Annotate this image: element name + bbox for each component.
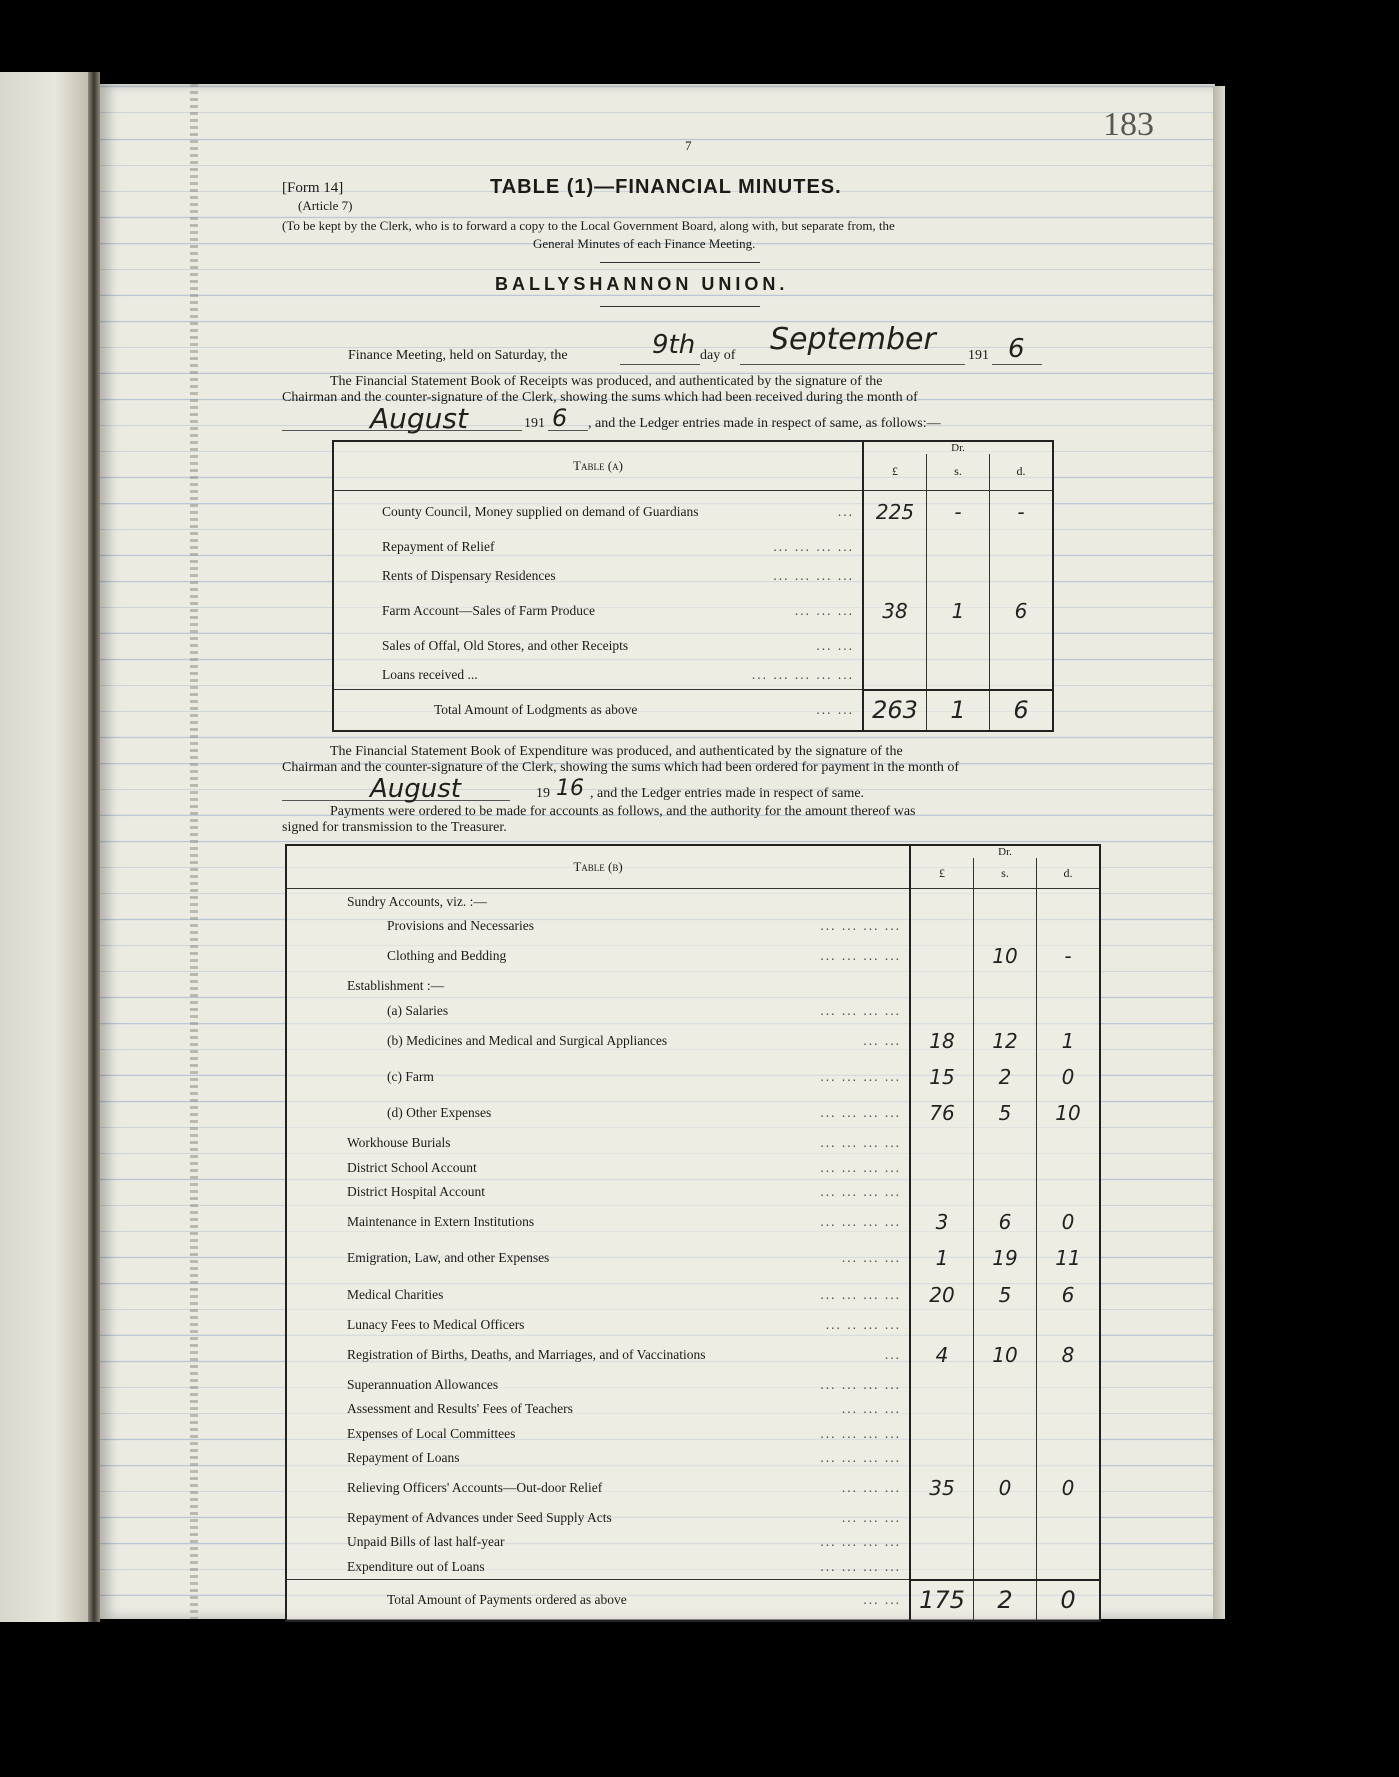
table-header bbox=[333, 441, 1053, 454]
pound-value: 225 bbox=[863, 490, 927, 533]
leader-dots: ... ... ... ... bbox=[820, 1534, 901, 1550]
shilling-header: s. bbox=[974, 858, 1037, 889]
meeting-day-of: day of bbox=[700, 348, 736, 363]
leader-dots: ... .. ... ... bbox=[825, 1316, 901, 1332]
shilling-value bbox=[974, 1313, 1037, 1337]
leader-dots: ... ... bbox=[816, 638, 854, 654]
leader-dots: ... ... ... ... bbox=[820, 1069, 901, 1085]
pence-value bbox=[1037, 1131, 1101, 1155]
leader-dots: ... ... ... ... bbox=[820, 1425, 901, 1441]
table-row bbox=[286, 1095, 1100, 1131]
row-label-cell bbox=[286, 1204, 910, 1240]
row-label: Expenditure out of Loans bbox=[347, 1558, 485, 1574]
row-label-cell bbox=[333, 533, 863, 561]
total-row bbox=[286, 1580, 1100, 1622]
row-label: Expenses of Local Committees bbox=[347, 1425, 516, 1441]
shilling-value: 10 bbox=[974, 938, 1037, 974]
row-label-cell bbox=[286, 1156, 910, 1180]
pound-value bbox=[910, 1421, 974, 1445]
leader-dots: ... ... ... ... bbox=[820, 1105, 901, 1121]
table-row bbox=[286, 1506, 1100, 1530]
table-row bbox=[333, 632, 1053, 660]
leader-dots: ... ... ... ... bbox=[820, 1449, 901, 1465]
meeting-day: 9th bbox=[652, 330, 696, 360]
row-label-cell bbox=[286, 1373, 910, 1397]
book-gutter bbox=[88, 72, 100, 1622]
leader-dots: ... ... ... ... bbox=[820, 917, 901, 933]
fill-line bbox=[740, 364, 965, 365]
table-row bbox=[286, 1276, 1100, 1312]
row-label-cell bbox=[333, 632, 863, 660]
pence-value: 6 bbox=[1037, 1276, 1101, 1312]
table-row bbox=[286, 1397, 1100, 1421]
expenditure-line-1: The Financial Statement Book of Expenditure was produced, and authenticated by the signature of the bbox=[330, 744, 903, 759]
row-label-cell bbox=[286, 1530, 910, 1554]
page-number: 7 bbox=[685, 138, 692, 153]
row-label-cell bbox=[286, 938, 910, 974]
pence-value bbox=[990, 632, 1054, 660]
leader-dots: ... ... bbox=[863, 1592, 901, 1607]
receipts-line-2: Chairman and the counter-signature of the Clerk, showing the sums which had been received during the month of bbox=[282, 390, 918, 405]
pound-value bbox=[910, 914, 974, 938]
pound-value bbox=[910, 1530, 974, 1554]
pound-value: 15 bbox=[910, 1059, 974, 1095]
table-row bbox=[286, 1554, 1100, 1579]
table-row bbox=[286, 1131, 1100, 1155]
table-row bbox=[286, 889, 1100, 914]
table-row bbox=[286, 1156, 1100, 1180]
total-label-cell bbox=[333, 690, 863, 732]
shilling-value bbox=[974, 1506, 1037, 1530]
leader-dots: ... ... bbox=[816, 702, 854, 717]
pence-header: d. bbox=[1037, 858, 1101, 889]
row-label-cell bbox=[333, 590, 863, 632]
shilling-value: 0 bbox=[974, 1470, 1037, 1506]
pound-value bbox=[910, 1156, 974, 1180]
shilling-value bbox=[974, 1530, 1037, 1554]
table-caption: Table (a) bbox=[333, 441, 863, 490]
row-label-cell bbox=[286, 1276, 910, 1312]
row-label: Repayment of Loans bbox=[347, 1449, 460, 1465]
table-row bbox=[333, 590, 1053, 632]
row-label-cell bbox=[286, 1095, 910, 1131]
shilling-value bbox=[974, 1156, 1037, 1180]
table-row bbox=[286, 1059, 1100, 1095]
total-pence: 0 bbox=[1037, 1580, 1101, 1622]
shilling-value bbox=[974, 1446, 1037, 1470]
total-pence: 6 bbox=[990, 690, 1054, 732]
shilling-value bbox=[974, 889, 1037, 914]
pound-value: 35 bbox=[910, 1470, 974, 1506]
form-reference: [Form 14] bbox=[282, 180, 344, 196]
dr-header: Dr. bbox=[863, 441, 1053, 454]
pound-value bbox=[910, 1554, 974, 1579]
shilling-value bbox=[927, 660, 990, 689]
leader-dots: ... ... ... ... bbox=[820, 1214, 901, 1230]
pence-value bbox=[1037, 974, 1101, 998]
row-label-cell bbox=[333, 660, 863, 689]
row-label: District School Account bbox=[347, 1159, 477, 1175]
pound-value bbox=[863, 533, 927, 561]
table-row bbox=[286, 914, 1100, 938]
pence-value: 6 bbox=[990, 590, 1054, 632]
receipts-line-1: The Financial Statement Book of Receipts was produced, and authenticated by the signature of the bbox=[330, 374, 883, 389]
pence-value: 1 bbox=[1037, 1023, 1101, 1059]
pence-value: 8 bbox=[1037, 1337, 1101, 1373]
expenditure-line-3: , and the Ledger entries made in respect of same. bbox=[590, 786, 865, 801]
pence-value bbox=[1037, 914, 1101, 938]
table-row bbox=[286, 1240, 1100, 1276]
leader-dots: ... ... ... bbox=[841, 1401, 901, 1417]
shilling-value bbox=[974, 914, 1037, 938]
table-row bbox=[286, 974, 1100, 998]
table-row bbox=[286, 1446, 1100, 1470]
perforation-edge bbox=[190, 84, 198, 1619]
table-b bbox=[285, 844, 1101, 1622]
shilling-value: - bbox=[927, 490, 990, 533]
row-label-cell bbox=[286, 1421, 910, 1445]
pound-header: £ bbox=[863, 454, 927, 490]
leader-dots: ... ... bbox=[863, 1032, 901, 1048]
row-label-cell bbox=[333, 562, 863, 590]
shilling-value bbox=[927, 533, 990, 561]
pound-value bbox=[910, 1446, 974, 1470]
row-label: (a) Salaries bbox=[387, 1002, 449, 1018]
leader-dots: ... ... ... ... bbox=[820, 948, 901, 964]
row-label: Superannuation Allowances bbox=[347, 1377, 499, 1393]
leader-dots: ... ... ... ... bbox=[773, 567, 854, 583]
shilling-value: 1 bbox=[927, 590, 990, 632]
pence-header: d. bbox=[990, 454, 1054, 490]
shilling-value bbox=[974, 1397, 1037, 1421]
table-a bbox=[332, 440, 1054, 732]
shilling-value: 19 bbox=[974, 1240, 1037, 1276]
pound-value bbox=[910, 1131, 974, 1155]
table-row bbox=[286, 1180, 1100, 1204]
fill-line bbox=[620, 364, 700, 365]
pence-value bbox=[1037, 1373, 1101, 1397]
row-label-cell bbox=[333, 490, 863, 533]
table-caption: Table (b) bbox=[286, 845, 910, 889]
pence-value: 10 bbox=[1037, 1095, 1101, 1131]
row-label-cell bbox=[286, 1470, 910, 1506]
union-name: BALLYSHANNON UNION. bbox=[495, 274, 789, 294]
total-shilling: 2 bbox=[974, 1580, 1037, 1622]
leader-dots: ... ... ... bbox=[841, 1510, 901, 1526]
table-row bbox=[286, 1023, 1100, 1059]
page-edge bbox=[1213, 86, 1225, 1619]
instruction-line-1: (To be kept by the Clerk, who is to forward a copy to the Local Government Board, along with, but separate from, the bbox=[282, 218, 895, 233]
row-label: Repayment of Advances under Seed Supply Acts bbox=[347, 1510, 612, 1526]
pound-value bbox=[910, 1506, 974, 1530]
total-pound: 263 bbox=[863, 690, 927, 732]
pence-value: - bbox=[990, 490, 1054, 533]
receipts-year-digit: 6 bbox=[552, 404, 568, 432]
row-label-cell bbox=[286, 1397, 910, 1421]
expenditure-line-2: Chairman and the counter-signature of the Clerk, showing the sums which had been ordered for payment in the month of bbox=[282, 760, 959, 775]
meeting-prefix: Finance Meeting, held on Saturday, the bbox=[348, 348, 568, 363]
row-label-cell bbox=[286, 1446, 910, 1470]
dr-header: Dr. bbox=[910, 845, 1100, 858]
pound-value: 20 bbox=[910, 1276, 974, 1312]
row-label: Clothing and Bedding bbox=[387, 948, 507, 964]
pound-value bbox=[863, 562, 927, 590]
pence-value bbox=[990, 533, 1054, 561]
table-row bbox=[286, 998, 1100, 1022]
pence-value bbox=[1037, 1156, 1101, 1180]
row-label: Unpaid Bills of last half-year bbox=[347, 1534, 505, 1550]
table-row bbox=[286, 1313, 1100, 1337]
shilling-value: 6 bbox=[974, 1204, 1037, 1240]
pence-value: - bbox=[1037, 938, 1101, 974]
row-label-cell bbox=[286, 974, 910, 998]
row-label: (d) Other Expenses bbox=[387, 1105, 492, 1121]
total-label-cell bbox=[286, 1580, 910, 1622]
page-title: TABLE (1)—FINANCIAL MINUTES. bbox=[490, 176, 842, 198]
leader-dots: ... ... ... ... ... bbox=[751, 666, 854, 682]
table-header bbox=[286, 845, 1100, 858]
table-row bbox=[286, 938, 1100, 974]
pound-value: 3 bbox=[910, 1204, 974, 1240]
divider bbox=[600, 306, 760, 307]
row-label-cell bbox=[286, 1023, 910, 1059]
receipts-month: August bbox=[370, 402, 468, 435]
shilling-value bbox=[927, 562, 990, 590]
pound-value bbox=[863, 660, 927, 689]
expenditure-line-4: Payments were ordered to be made for accounts as follows, and the authority for the amount thereof was bbox=[330, 804, 916, 819]
shilling-value: 2 bbox=[974, 1059, 1037, 1095]
pound-value bbox=[910, 974, 974, 998]
shilling-value: 5 bbox=[974, 1095, 1037, 1131]
pence-value bbox=[1037, 1446, 1101, 1470]
table-row bbox=[286, 1421, 1100, 1445]
row-label: (c) Farm bbox=[387, 1069, 434, 1085]
shilling-value: 12 bbox=[974, 1023, 1037, 1059]
row-label: Provisions and Necessaries bbox=[387, 917, 534, 933]
total-row bbox=[333, 690, 1053, 732]
shilling-value bbox=[974, 1131, 1037, 1155]
row-label: District Hospital Account bbox=[347, 1183, 485, 1199]
pence-value: 11 bbox=[1037, 1240, 1101, 1276]
row-label-cell bbox=[286, 1313, 910, 1337]
pound-value: 18 bbox=[910, 1023, 974, 1059]
row-label-cell bbox=[286, 1059, 910, 1095]
pence-value bbox=[1037, 889, 1101, 914]
row-label: Relieving Officers' Accounts—Out-door Relief bbox=[347, 1479, 603, 1495]
total-shilling: 1 bbox=[927, 690, 990, 732]
pound-value: 38 bbox=[863, 590, 927, 632]
folio-number: 183 bbox=[1103, 106, 1154, 143]
table-row bbox=[333, 562, 1053, 590]
row-label: Sales of Offal, Old Stores, and other Receipts bbox=[382, 638, 629, 654]
total-label: Total Amount of Lodgments as above bbox=[434, 702, 638, 717]
row-label-cell bbox=[286, 1554, 910, 1579]
pence-value bbox=[1037, 1421, 1101, 1445]
pound-value bbox=[910, 1373, 974, 1397]
total-pound: 175 bbox=[910, 1580, 974, 1622]
pence-value bbox=[1037, 1313, 1101, 1337]
fill-line bbox=[992, 364, 1042, 365]
row-label: County Council, Money supplied on demand of Guardians bbox=[382, 504, 699, 520]
pound-value bbox=[910, 998, 974, 1022]
row-label: (b) Medicines and Medical and Surgical Appliances bbox=[387, 1032, 668, 1048]
pence-value bbox=[1037, 1180, 1101, 1204]
row-label: Registration of Births, Deaths, and Marriages, and of Vaccinations bbox=[347, 1346, 706, 1362]
leader-dots: ... bbox=[837, 504, 854, 520]
row-label: Establishment :— bbox=[347, 978, 445, 994]
shilling-value bbox=[974, 1421, 1037, 1445]
leader-dots: ... ... ... ... bbox=[773, 539, 854, 555]
table-row bbox=[286, 1337, 1100, 1373]
row-label-cell bbox=[286, 998, 910, 1022]
row-label-cell bbox=[286, 1506, 910, 1530]
shilling-value: 5 bbox=[974, 1276, 1037, 1312]
shilling-value bbox=[974, 1180, 1037, 1204]
pence-value bbox=[990, 660, 1054, 689]
meeting-year-prefix: 191 bbox=[968, 348, 989, 363]
leader-dots: ... ... ... ... bbox=[820, 1183, 901, 1199]
shilling-value bbox=[974, 998, 1037, 1022]
row-label: Medical Charities bbox=[347, 1286, 444, 1302]
leader-dots: ... ... ... bbox=[841, 1479, 901, 1495]
pound-value bbox=[910, 938, 974, 974]
pence-value: 0 bbox=[1037, 1059, 1101, 1095]
shilling-value bbox=[974, 1373, 1037, 1397]
table-row bbox=[286, 1204, 1100, 1240]
row-label: Assessment and Results' Fees of Teachers bbox=[347, 1401, 573, 1417]
facing-page bbox=[0, 72, 92, 1622]
leader-dots: ... ... ... ... bbox=[820, 1558, 901, 1574]
pence-value bbox=[1037, 998, 1101, 1022]
table-row bbox=[333, 660, 1053, 689]
pound-header: £ bbox=[910, 858, 974, 889]
row-label: Sundry Accounts, viz. :— bbox=[347, 893, 487, 909]
row-label-cell bbox=[286, 1131, 910, 1155]
pence-value bbox=[1037, 1397, 1101, 1421]
row-label-cell bbox=[286, 1240, 910, 1276]
leader-dots: ... ... ... ... bbox=[820, 1377, 901, 1393]
receipts-line-3: , and the Ledger entries made in respect of same, as follows:— bbox=[588, 416, 941, 431]
receipts-year-prefix: 191 bbox=[524, 416, 545, 431]
instruction-line-2: General Minutes of each Finance Meeting. bbox=[533, 236, 756, 251]
leader-dots: ... bbox=[884, 1346, 901, 1362]
expenditure-line-5: signed for transmission to the Treasurer. bbox=[282, 820, 507, 835]
shilling-value: 10 bbox=[974, 1337, 1037, 1373]
pence-value bbox=[1037, 1506, 1101, 1530]
divider bbox=[600, 262, 760, 263]
expenditure-year-prefix: 19 bbox=[536, 786, 550, 801]
expenditure-year-suffix: 16 bbox=[556, 776, 584, 801]
table-row bbox=[286, 1530, 1100, 1554]
pound-value bbox=[910, 1313, 974, 1337]
row-label-cell bbox=[286, 1180, 910, 1204]
pound-value: 4 bbox=[910, 1337, 974, 1373]
pence-value: 0 bbox=[1037, 1470, 1101, 1506]
row-label-cell bbox=[286, 889, 910, 914]
row-label: Farm Account—Sales of Farm Produce bbox=[382, 602, 595, 618]
pound-value bbox=[863, 632, 927, 660]
table-row bbox=[286, 1470, 1100, 1506]
leader-dots: ... ... ... ... bbox=[820, 1002, 901, 1018]
pence-value: 0 bbox=[1037, 1204, 1101, 1240]
shilling-value bbox=[927, 632, 990, 660]
row-label: Maintenance in Extern Institutions bbox=[347, 1214, 535, 1230]
table-row bbox=[286, 1373, 1100, 1397]
leader-dots: ... ... ... ... bbox=[820, 1159, 901, 1175]
total-label: Total Amount of Payments ordered as above bbox=[387, 1592, 627, 1607]
pence-value bbox=[1037, 1530, 1101, 1554]
pound-value bbox=[910, 889, 974, 914]
row-label: Rents of Dispensary Residences bbox=[382, 567, 556, 583]
row-label-cell bbox=[286, 1337, 910, 1373]
leader-dots: ... ... ... bbox=[841, 1250, 901, 1266]
pound-value: 1 bbox=[910, 1240, 974, 1276]
pound-value bbox=[910, 1180, 974, 1204]
expenditure-month: August bbox=[370, 774, 461, 804]
row-label: Workhouse Burials bbox=[347, 1135, 451, 1151]
row-label: Emigration, Law, and other Expenses bbox=[347, 1250, 550, 1266]
row-label: Loans received ... bbox=[382, 666, 478, 682]
pence-value bbox=[990, 562, 1054, 590]
leader-dots: ... ... ... bbox=[794, 602, 854, 618]
meeting-year-digit: 6 bbox=[1008, 334, 1025, 364]
row-label: Repayment of Relief bbox=[382, 539, 495, 555]
article-reference: (Article 7) bbox=[298, 198, 353, 213]
pound-value bbox=[910, 1397, 974, 1421]
row-label: Lunacy Fees to Medical Officers bbox=[347, 1316, 525, 1332]
shilling-value bbox=[974, 1554, 1037, 1579]
row-label-cell bbox=[286, 914, 910, 938]
shilling-header: s. bbox=[927, 454, 990, 490]
meeting-month: September bbox=[770, 322, 936, 357]
pence-value bbox=[1037, 1554, 1101, 1579]
leader-dots: ... ... ... ... bbox=[820, 1135, 901, 1151]
pound-value: 76 bbox=[910, 1095, 974, 1131]
leader-dots: ... ... ... ... bbox=[820, 1286, 901, 1302]
table-row bbox=[333, 533, 1053, 561]
table-row bbox=[333, 490, 1053, 533]
shilling-value bbox=[974, 974, 1037, 998]
